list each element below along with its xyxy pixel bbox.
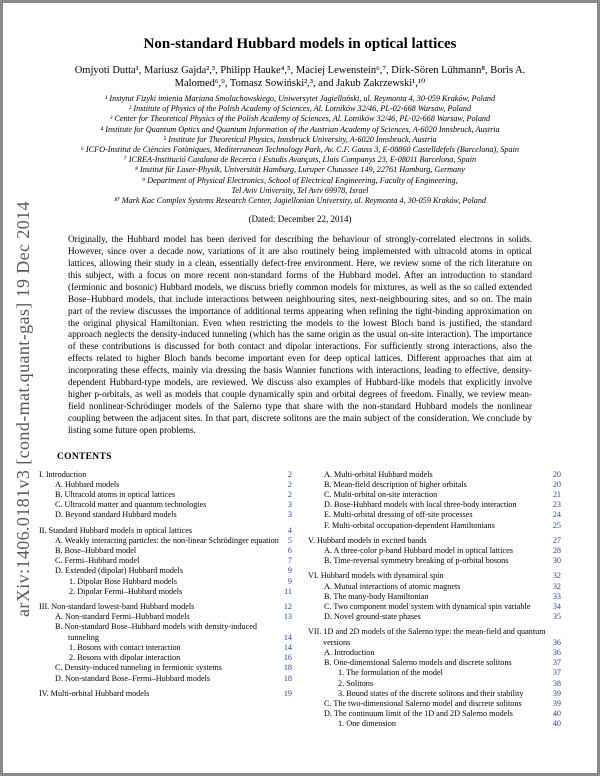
toc-entry-label: D. Non-standard Bose–Fermi–Hubbard models [55,673,211,683]
toc-entry [39,663,292,673]
affiliation-line: ² Institute of Physics of the Polish Academy of Sciences, Al. Lotników 32/46, PL-02-668 Warsaw, Poland [128,104,472,114]
toc-entry-page-link[interactable]: 18 [283,673,292,683]
toc-entry-label: III. Non-standard lowest-band Hubbard models [39,602,195,612]
toc-entry-label: C. The two-dimensional Salerno model and discrete solitons [324,698,522,708]
toc-entry-label: A. Multi-orbital Hubbard models [324,469,433,479]
toc-entry [39,536,292,546]
toc-entry-label: I. Introduction [39,469,87,479]
toc-entry [39,587,292,597]
toc-entry-label: B. Time-reversal symmetry breaking of p-orbital bosons [324,556,509,566]
paper-title: Non-standard Hubbard models in optical lattices [143,36,457,52]
toc-entry [308,571,561,581]
toc-entry-page-link[interactable]: 3 [287,510,292,520]
toc-entry-page-link[interactable]: 23 [552,500,561,510]
toc-entry [39,602,292,612]
toc-entry [39,510,292,520]
toc-entry-label: C. Density-induced tunneling in fermionic systems [55,663,222,673]
toc-entry-label: A. Introduction [324,647,375,657]
toc-entry-page-link[interactable]: 18 [283,663,292,673]
toc-entry [39,480,292,490]
toc-entry-page-link[interactable]: 28 [552,546,561,556]
affiliation-line: ¹ Instytut Fizyki imienia Mariana Smoluchowskiego, Uniwersytet Jagielloński, ul. Reymonta 4, 30-059 Kraków, Poland [104,94,496,103]
toc-entry-page-link[interactable]: 2 [287,490,292,500]
toc-entry [39,546,292,556]
toc-entry-label: B. Mean-field description of higher orbitals [324,479,467,489]
toc-entry-page-link[interactable]: 9 [287,576,292,586]
toc-entry-label: 2. Solitons [338,678,374,688]
toc-entry [39,500,292,510]
toc-entry-label: VI. Hubbard models with dynamical spin [308,571,444,581]
toc-entry [308,582,561,592]
toc-entry-page-link[interactable]: 24 [552,510,561,520]
toc-entry [39,490,292,500]
toc-entry-label: A. Non-standard Fermi–Hubbard models [55,612,190,622]
toc-entry [308,668,561,678]
toc-entry [308,679,561,689]
toc-entry [39,689,292,699]
toc-entry-label: B. Bose–Hubbard model [55,546,137,556]
toc-entry [308,689,561,699]
toc-entry [39,612,292,622]
toc-entry-page-link[interactable]: 34 [552,602,561,612]
toc-entry-page-link[interactable]: 40 [552,709,561,719]
toc-entry-page-link[interactable]: 20 [552,469,561,479]
toc-entry [39,470,292,480]
toc-entry-label: B. Non-standard Bose–Hubbard models with density-induced tunneling [55,622,257,642]
toc-entry-page-link[interactable]: 11 [284,586,292,596]
toc-entry [39,556,292,566]
toc-entry-label: 2. Dipolar Fermi–Hubbard models [69,586,183,596]
toc-entry-page-link[interactable]: 37 [552,668,561,678]
toc-entry-page-link[interactable]: 2 [287,479,292,489]
toc-entry-label: B. The many-body Hamiltonian [324,591,429,601]
toc-entry-page-link[interactable]: 9 [287,566,292,576]
toc-entry-label: A. Weakly interacting particles: the non-linear Schrödinger equation [55,535,279,545]
affiliation-line: ⁶ ICFO-Institut de Ciències Fotòniques, Mediterranean Technology Park, Av. C.F. Gauss 3, E-08860 Castelldefels (Barcelona), Spain [81,145,519,155]
affiliation-list [39,94,561,206]
author-line: Omjyoti Dutta¹, Mariusz Gajda²,³, Philipp Hauke⁴,⁵, Maciej Lewenstein⁶,⁷, Dirk-Sören Lühmann⁸, Boris A. [74,65,526,76]
toc-entry-page-link[interactable]: 20 [552,479,561,489]
abstract: Originally, the Hubbard model has been derived for describing the behaviour of strongly-correlated electrons in solids. However, since over a decade now, variations of it are also routinely being implemented with ultracold atoms in optical lattices, allowing their study in a clean, essentially defect-free environment. Here, we review some of the rich literature on this subject, with a focus on more recent non-standard forms of the Hubbard model. After an introduction to standard (fermionic and bosonic) Hubbard models, we discuss briefly common models for mixtures, as well as the so called extended Bose–Hubbard models, that include interactions between neighbouring sites, next-neighbouring sites, and so on. The main part of the review discusses the importance of additional terms appearing when refining the tight-binding approximation on the original physical Hamiltonian. Even when restricting the models to the lowest Bloch band is justified, the standard approach neglects the density-induced tunneling (which has the same origin as the usual on-site interaction). The importance of these contributions is discussed for both contact and dipolar interactions. For sufficiently strong interactions, also the effects related to higher Bloch bands become important even for deep optical lattices. Different approaches that aim at incorporating these effects, mainly via dressing the basis Wannier functions with interactions, leading to effective, density-dependent Hubbard-type models, are reviewed. We discuss also examples of Hubbard-like models that explicitly involve higher p-orbitals, as well as models that couple dynamically spin and orbital degrees of freedom. Finally, we review mean-field nonlinear-Schrödinger models of the Salerno type that share with the non-standard Hubbard models the nonlinear coupling between the adjacent sites. In that part, discrete solitons are the main subject of the consideration. We conclude by listing some future open problems. [68,234,532,435]
toc-entry-label: D. The continuum limit of the 1D and 2D Salerno models [324,709,513,719]
toc-entry-label: D. Novel ground-state phases [324,612,421,622]
toc-entry [39,674,292,684]
toc-entry [308,556,561,566]
toc-entry-page-link[interactable]: 39 [552,688,561,698]
toc-entry-label: F. Multi-orbital occupation-dependent Hamiltonians [324,520,495,530]
toc-entry-page-link[interactable]: 36 [552,647,561,657]
toc-entry [308,627,561,647]
toc-entry-page-link[interactable]: 30 [552,556,561,566]
toc-entry-label: A. Hubbard models [55,479,120,489]
toc-entry-page-link[interactable]: 19 [283,688,292,698]
toc-entry-label: A. Mutual interactions of atomic magnets [324,581,461,591]
toc-entry-label: 1. Bosons with contact interaction [69,642,181,652]
toc-entry-page-link[interactable]: 32 [552,581,561,591]
toc-entry [308,719,561,729]
affiliation-line: ⁴ Institute for Quantum Optics and Quantum Information of the Austrian Academy of Sciences, A-6020 Innsbruck, Austria [100,124,500,134]
arxiv-stamp: arXiv:1406.0181v3 [cond-mat.quant-gas] 19 Dec 2014 [13,201,33,617]
toc-entry [308,648,561,658]
toc-entry-label: D. Beyond standard Hubbard models [55,510,177,520]
toc-entry [308,490,561,500]
toc-entry-label: C. Ultracold matter and quantum technologies [55,500,207,510]
toc-entry [308,470,561,480]
toc-entry [308,658,561,668]
toc-entry-page-link[interactable]: 16 [283,653,292,663]
toc-entry-page-link[interactable]: 25 [552,520,561,530]
toc-entry-page-link[interactable]: 14 [283,632,292,642]
toc-entry-label: C. Two component model system with dynamical spin variable [324,602,531,612]
toc-entry [308,699,561,709]
affiliation-line: ³ Center for Theoretical Physics of the Polish Academy of Sciences, Al. Lotników 32/46, PL-02-668 Warsaw, Poland [109,114,491,124]
toc-left-column [39,470,292,730]
toc-entry-label: 2. Bosons with dipolar interaction [69,653,181,663]
author-list [39,64,561,90]
toc-entry-page-link[interactable]: 37 [552,658,561,668]
toc-entry-label: B. Ultracold atoms in optical lattices [55,490,176,500]
toc-entry-page-link[interactable]: 7 [287,556,292,566]
pdf-page [3,3,597,773]
toc-entry-label: C. Fermi–Hubbard model [55,556,140,566]
toc-entry-label: II. Standard Hubbard models in optical lattices [39,525,193,535]
toc-entry [39,622,292,642]
affiliation-line: ⁷ ICREA-Institució Catalana de Recerca i Estudis Avançats, Lluis Companys 23, E-08011 Barcelona, Spain [123,155,477,165]
toc-entry-label: E. Multi-orbital dressing of off-site processes [324,510,473,520]
toc-entry-label: C. Multi-orbital on-site interaction [324,490,438,500]
toc-entry-page-link[interactable]: 12 [283,602,292,612]
toc-entry [308,546,561,556]
toc-entry-page-link[interactable]: 39 [552,698,561,708]
toc-entry-page-link[interactable]: 2 [287,469,292,479]
toc-entry [39,653,292,663]
toc-entry-label: 1. The formulation of the model [338,668,443,678]
toc-entry-page-link[interactable]: 14 [283,642,292,652]
toc-entry-label: D. Bose-Hubbard models with local three-body interaction [324,500,517,510]
toc-entry-page-link[interactable]: 27 [552,535,561,545]
toc-entry [308,592,561,602]
toc-entry-page-link[interactable]: 40 [552,719,561,729]
toc-entry-label: A. A three-color p-band Hubbard model in optical lattices [324,546,513,556]
toc-entry [308,612,561,622]
toc-entry-label: 1. One dimension [338,719,396,729]
toc-entry-page-link[interactable]: 32 [552,571,561,581]
toc-entry-page-link[interactable]: 6 [287,546,292,556]
toc-entry-label: VII. 1D and 2D models of the Salerno type: the mean-field and quantum versions [308,627,546,647]
dated-line: (Dated: December 22, 2014) [248,214,352,225]
toc-entry-label: 1. Dipolar Bose Hubbard models [69,576,178,586]
toc-entry-page-link[interactable]: 5 [287,535,292,545]
toc-entry [308,536,561,546]
toc-entry [308,500,561,510]
toc-entry [39,643,292,653]
toc-entry [308,602,561,612]
toc-entry [308,480,561,490]
toc-entry-label: 3. Bound states of the discrete solitons and their stability [338,688,524,698]
toc-entry-page-link[interactable]: 4 [287,525,292,535]
toc-entry [39,566,292,576]
toc-entry-page-link[interactable]: 3 [287,500,292,510]
toc-entry-page-link[interactable]: 36 [552,637,561,647]
toc-entry-page-link[interactable]: 13 [283,612,292,622]
toc-entry [308,709,561,719]
toc-entry-page-link[interactable]: 38 [552,678,561,688]
toc-entry [308,510,561,520]
page-content [3,3,597,773]
toc-entry [39,577,292,587]
affiliation-line: ¹⁰ Mark Kac Complex Systems Research Center, Jagiellonian University, ul. Reymonta 4, 30-059 Kraków, Poland [113,196,487,206]
toc-entry-page-link[interactable]: 35 [552,612,561,622]
contents-heading: CONTENTS [57,451,112,462]
affiliation-line: ⁹ Department of Physical Electronics, School of Electrical Engineering, Faculty of Engineering, [142,175,458,185]
toc-entry-label: V. Hubbard models in excited bands [308,535,427,545]
toc-entry-page-link[interactable]: 21 [552,490,561,500]
affiliation-line: ⁵ Institute for Theoretical Physics, Innsbruck University, A-6020 Innsbruck, Austria [163,134,437,144]
toc-right-column [308,470,561,730]
toc-entry-page-link[interactable]: 33 [552,591,561,601]
toc-entry-label: B. One-dimensional Salerno models and discrete solitons [324,658,512,668]
affiliation-line: Tel Aviv University, Tel Aviv 69978, Israel [231,185,369,195]
affiliation-line: ⁸ Institut für Laser-Physik, Universität Hamburg, Luruper Chaussee 149, 22761 Hamburg, Germany [135,165,465,175]
table-of-contents [39,470,561,730]
author-line: Malomed⁶,⁹, Tomasz Sowiński²,³, and Jakub Zakrzewski¹,¹⁰ [174,78,426,89]
toc-entry-label: IV. Multi-orbital Hubbard models [39,688,150,698]
toc-entry [308,521,561,531]
toc-entry [39,526,292,536]
toc-entry-label: D. Extended (dipolar) Hubbard models [55,566,184,576]
